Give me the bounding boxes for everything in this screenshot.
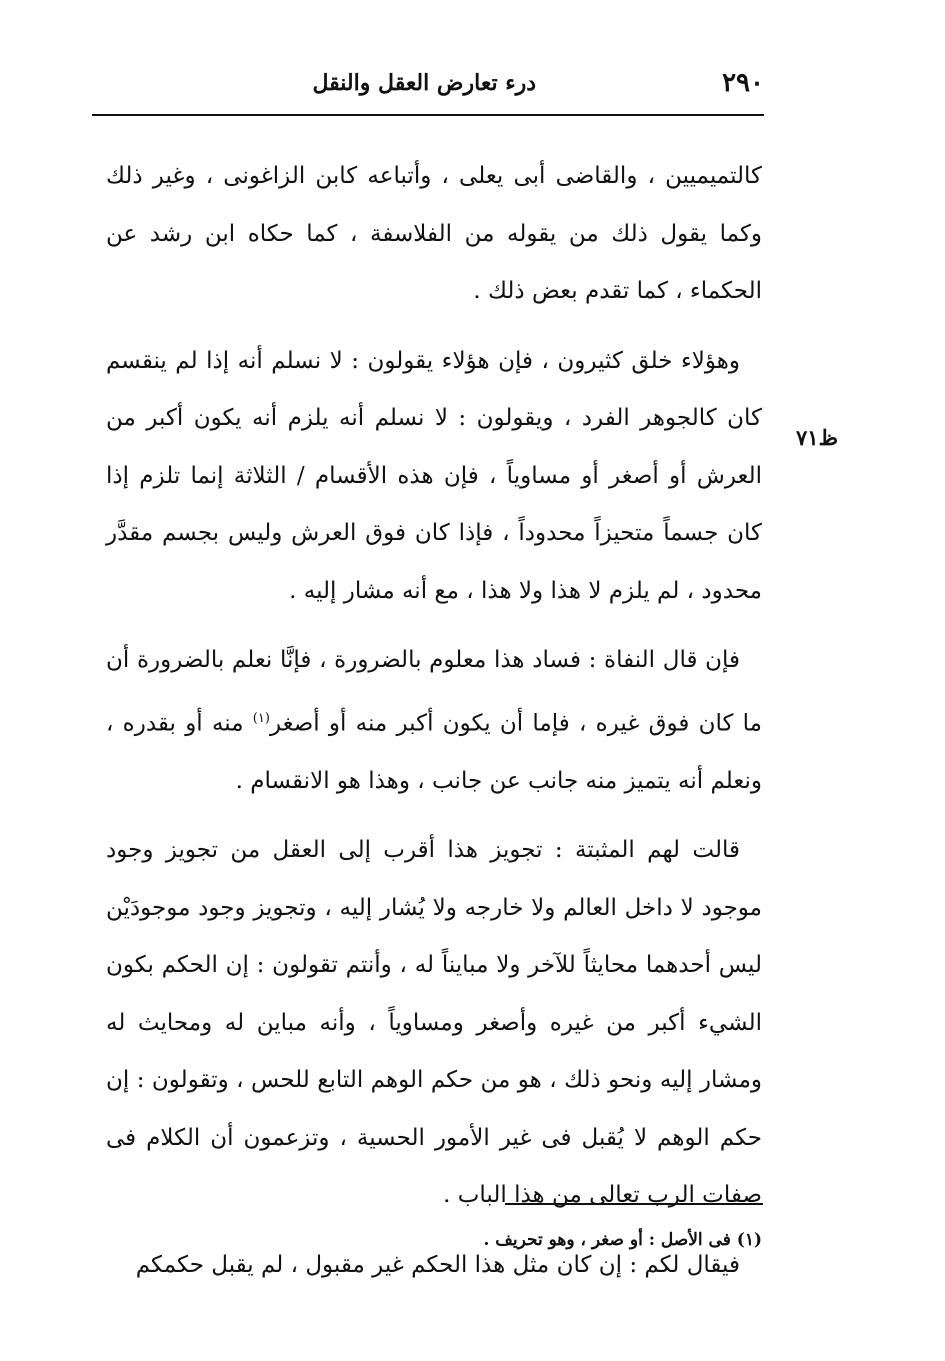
page-header <box>92 60 764 116</box>
page-number: ٢٩٠ <box>722 68 764 98</box>
running-title: درء تعارض العقل والنقل <box>312 70 536 96</box>
margin-manuscript-reference: ظ٧١ <box>796 425 838 450</box>
header-rule <box>92 114 764 116</box>
footnote: (١) فى الأصل : أو صغر ، وهو تحريف . <box>483 1230 762 1250</box>
footnote-marker: (١) <box>252 710 270 726</box>
paragraph-3 <box>106 632 762 810</box>
paragraph-4: قالت لهم المثبتة : تجويز هذا أقرب إلى العقل من تجويز وجود موجود لا داخل العالم ولا خارجه ولا يُشار إليه ، وتجويز وجود موجودَيْن ليس أحدهما محايثاً للآخر ولا مبايناً له ، وأنتم تقولون : إن الحكم بكون الشيء أكبر من غيره وأصغر ومساوياً ، وأنه مباين له ومحايث له ومشار إليه ونحو ذلك ، هو من حكم الوهم التابع للحس ، وتقولون : إن حكم الوهم لا يُقبل فى غير الأمور الحسية ، وتزعمون أن الكلام فى صفات الرب تعالى من هذا الباب . <box>106 837 762 1209</box>
main-text <box>106 148 762 1306</box>
footnote-rule <box>505 1203 763 1205</box>
paragraph-1: كالتميميين ، والقاضى أبى يعلى ، وأتباعه كابن الزاغونى ، وغير ذلك وكما يقول ذلك من يقوله من الفلاسفة ، كما حكاه ابن رشد عن الحكماء ، كما تقدم بعض ذلك . <box>106 163 762 304</box>
paragraph-3-part-2: منه أو بقدره ، ونعلم أنه يتميز منه جانب عن جانب ، وهذا هو الانقسام . <box>106 710 762 794</box>
paragraph-5: فيقال لكم : إن كان مثل هذا الحكم غير مقبول ، لم يقبل حكمكم <box>135 1251 740 1278</box>
paragraph-3-part-1: فإن قال النفاة : فساد هذا معلوم بالضرورة ، فإنَّا نعلم بالضرورة أن ما كان فوق غيره ، فإما أن يكون أكبر منه أو أصغر <box>106 647 762 737</box>
paragraph-2: وهؤلاء خلق كثيرون ، فإن هؤلاء يقولون : لا نسلم أنه إذا لم ينقسم كان كالجوهر الفرد ، ويقولون : لا نسلم أنه يلزم أنه يكون أكبر من العرش أو أصغر أو مساوياً ، فإن هذه الأقسام / الثلاثة إنما تلزم إذا كان جسماً متحيزاً محدوداً ، فإذا كان فوق العرش وليس بجسم مقدَّر محدود ، لم يلزم لا هذا ولا هذا ، مع أنه مشار إليه . <box>106 347 762 604</box>
